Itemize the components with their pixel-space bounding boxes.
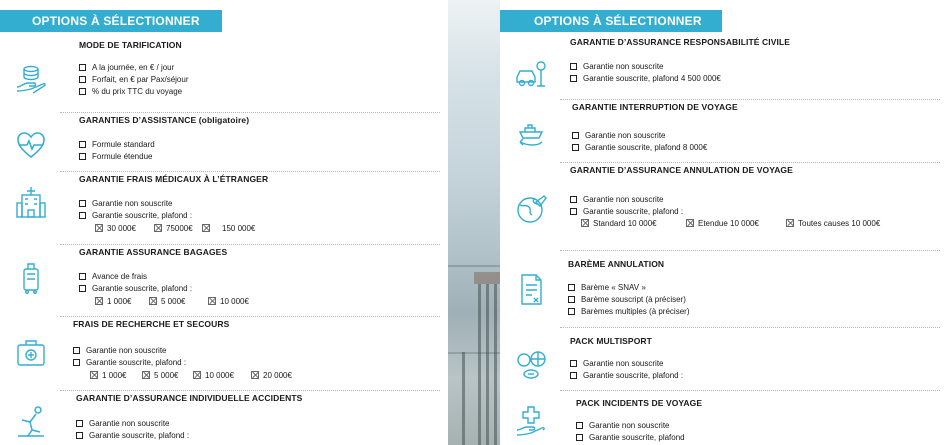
amount-option[interactable]: 30 000€ bbox=[95, 224, 136, 233]
amount-option[interactable]: 20 000€ bbox=[251, 371, 292, 380]
option-row[interactable]: Garantie souscrite, plafond : bbox=[76, 430, 189, 442]
section-mode-tarification bbox=[0, 37, 440, 107]
option-row[interactable]: Garantie non souscrite bbox=[570, 61, 664, 73]
option-row[interactable]: Garantie souscrite, plafond 4 500 000€ bbox=[570, 73, 721, 85]
left-page bbox=[0, 0, 448, 445]
amount-option[interactable]: 150 000€ bbox=[202, 224, 255, 233]
document-icon bbox=[514, 272, 548, 306]
section-annulation-voyage bbox=[500, 162, 940, 247]
hand-cross-icon bbox=[514, 404, 548, 438]
section-pack-multisport bbox=[500, 327, 940, 395]
section-interruption-voyage bbox=[500, 99, 940, 161]
section-title: FRAIS DE RECHERCHE ET SECOURS bbox=[73, 319, 230, 329]
left-header: OPTIONS À SÉLECTIONNER bbox=[0, 10, 222, 32]
option-row[interactable]: % du prix TTC du voyage bbox=[79, 86, 182, 98]
section-title: GARANTIE INTERRUPTION DE VOYAGE bbox=[572, 102, 738, 112]
right-header: OPTIONS À SÉLECTIONNER bbox=[500, 10, 722, 32]
section-title: BARÈME ANNULATION bbox=[568, 259, 665, 269]
option-row[interactable]: Avance de frais bbox=[79, 271, 147, 283]
option-row[interactable]: Garantie souscrite, plafond bbox=[576, 432, 685, 444]
section-recherche-secours bbox=[0, 316, 440, 388]
amount-option[interactable]: 10 000€ bbox=[193, 371, 234, 380]
option-row[interactable]: Garantie non souscrite bbox=[576, 420, 670, 432]
section-title: PACK MULTISPORT bbox=[570, 336, 652, 346]
option-row[interactable]: Barème « SNAV » bbox=[568, 282, 646, 294]
section-title: GARANTIE D’ASSURANCE INDIVIDUELLE ACCIDENTS bbox=[76, 393, 303, 403]
right-page bbox=[500, 0, 948, 445]
dotted-separator bbox=[560, 250, 940, 251]
amount-option[interactable]: 5 000€ bbox=[142, 371, 178, 380]
section-title: GARANTIE D’ASSURANCE ANNULATION DE VOYAGE bbox=[570, 165, 793, 175]
hospital-icon bbox=[14, 185, 48, 219]
option-row[interactable]: Garantie non souscrite bbox=[73, 345, 167, 357]
section-pack-incidents bbox=[500, 390, 940, 445]
dotted-separator bbox=[60, 390, 440, 391]
section-title: GARANTIES D’ASSISTANCE (obligatoire) bbox=[79, 115, 250, 125]
dotted-separator bbox=[560, 327, 940, 328]
section-title: PACK INCIDENTS DE VOYAGE bbox=[576, 398, 703, 408]
option-row[interactable]: Garantie non souscrite bbox=[76, 418, 170, 430]
dotted-separator bbox=[560, 162, 940, 163]
option-row[interactable]: Garantie non souscrite bbox=[79, 198, 173, 210]
amount-option[interactable]: Standard 10 000€ bbox=[581, 219, 657, 228]
option-row[interactable]: Garantie souscrite, plafond : bbox=[79, 210, 192, 222]
amount-option[interactable]: Toutes causes 10 000€ bbox=[786, 219, 880, 228]
car-accident-icon bbox=[514, 58, 548, 92]
section-responsabilite-civile bbox=[500, 34, 940, 97]
sports-balls-icon bbox=[514, 347, 548, 381]
option-row[interactable]: Forfait, en € par Pax/séjour bbox=[79, 74, 189, 86]
boat-return-icon bbox=[514, 118, 548, 152]
section-assurance-bagages bbox=[0, 244, 440, 313]
dotted-separator bbox=[60, 112, 440, 113]
luggage-icon bbox=[14, 260, 48, 294]
option-row[interactable]: Garantie souscrite, plafond : bbox=[79, 283, 192, 295]
amount-option[interactable]: 75000€ bbox=[154, 224, 193, 233]
heart-pulse-icon bbox=[14, 128, 48, 162]
dotted-separator bbox=[60, 171, 440, 172]
option-row[interactable]: A la journée, en € / jour bbox=[79, 62, 174, 74]
section-title: MODE DE TARIFICATION bbox=[79, 40, 182, 50]
option-row[interactable]: Garantie souscrite, plafond : bbox=[73, 357, 186, 369]
option-row[interactable]: Garantie non souscrite bbox=[572, 130, 666, 142]
falling-person-icon bbox=[14, 404, 48, 438]
amount-option[interactable]: 10 000€ bbox=[208, 297, 249, 306]
background-photo bbox=[448, 0, 500, 445]
option-row[interactable]: Garantie souscrite, plafond 8 000€ bbox=[572, 142, 707, 154]
amount-option[interactable]: 5 000€ bbox=[149, 297, 185, 306]
option-row[interactable]: Barème souscript (à préciser) bbox=[568, 294, 686, 306]
section-garanties-assistance bbox=[0, 112, 440, 170]
dotted-separator bbox=[560, 99, 940, 100]
first-aid-kit-icon bbox=[14, 336, 48, 370]
option-row[interactable]: Formule étendue bbox=[79, 151, 152, 163]
section-title: GARANTIE D’ASSURANCE RESPONSABILITÉ CIVILE bbox=[570, 37, 791, 47]
amount-option[interactable]: 1 000€ bbox=[90, 371, 126, 380]
option-row[interactable]: Garantie non souscrite bbox=[570, 358, 664, 370]
option-row[interactable]: Formule standard bbox=[79, 139, 155, 151]
section-individuelle-accidents bbox=[0, 390, 440, 445]
amount-option[interactable]: Etendue 10 000€ bbox=[686, 219, 759, 228]
option-row[interactable]: Garantie souscrite, plafond : bbox=[570, 370, 683, 382]
globe-plane-icon bbox=[514, 192, 548, 226]
section-frais-medicaux bbox=[0, 171, 440, 243]
money-hand-icon bbox=[14, 61, 48, 95]
option-row[interactable]: Barèmes multiples (à préciser) bbox=[568, 306, 689, 318]
dotted-separator bbox=[560, 390, 940, 391]
section-title: GARANTIE ASSURANCE BAGAGES bbox=[79, 247, 228, 257]
dotted-separator bbox=[60, 244, 440, 245]
option-row[interactable]: Garantie souscrite, plafond : bbox=[570, 206, 683, 218]
section-bareme-annulation bbox=[500, 250, 940, 325]
option-row[interactable]: Garantie non souscrite bbox=[570, 194, 664, 206]
amount-option[interactable]: 1 000€ bbox=[95, 297, 131, 306]
dotted-separator bbox=[60, 316, 440, 317]
section-title: GARANTIE FRAIS MÉDICAUX À L’ÉTRANGER bbox=[79, 174, 269, 184]
